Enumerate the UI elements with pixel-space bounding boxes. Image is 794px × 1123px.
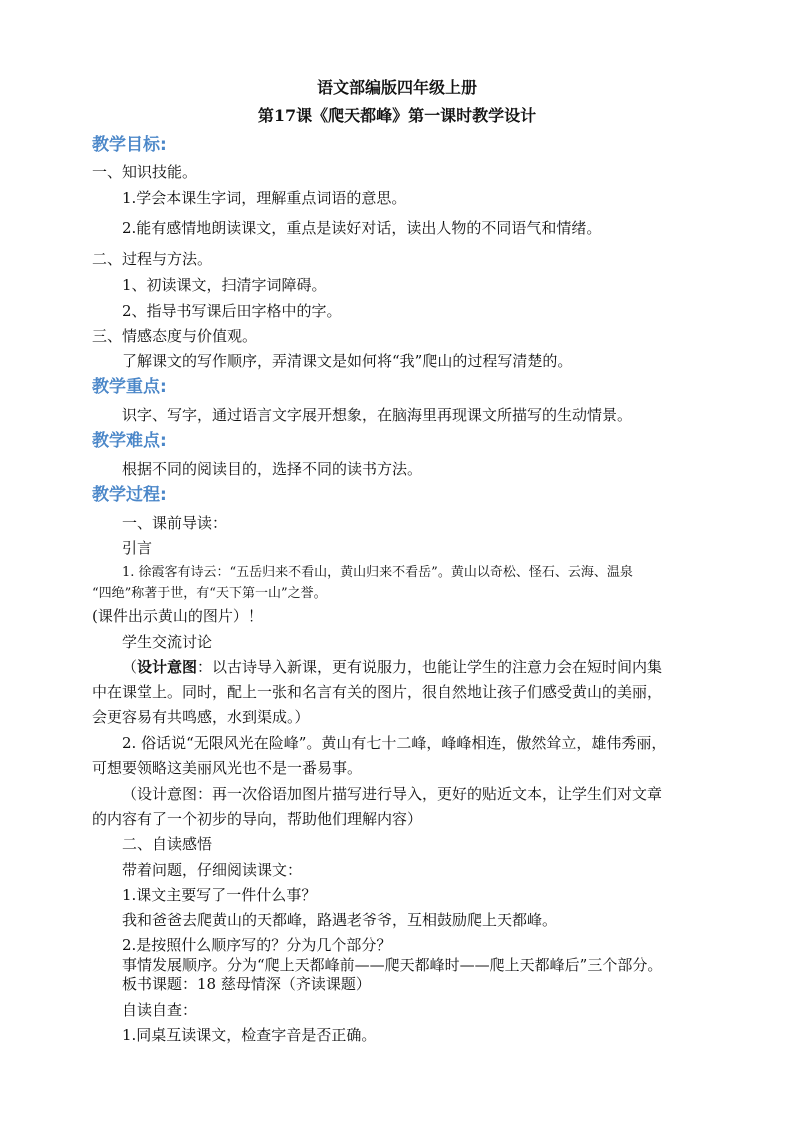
process-paragraph-2-cont: 可想要领略这美丽风光也不是一番易事。: [92, 759, 363, 777]
goal-knowledge-title: 一、知识技能。: [92, 163, 198, 181]
question-2: 2.是按照什么顺序写的？分为几个部分？: [122, 936, 392, 954]
answer-1: 我和爸爸去爬黄山的天都峰，路遇老爷爷，互相鼓励爬上天都峰。: [122, 911, 558, 929]
section-heading-goals: 教学目标:: [92, 135, 167, 155]
goal-knowledge-item: 2.能有感情地朗读课文，重点是读好对话，读出人物的不同语气和情绪。: [122, 219, 602, 237]
process-paragraph-1: 1. 徐霞客有诗云：“五岳归来不看山，黄山归来不看岳”。黄山以奇松、怪石、云海、温泉: [122, 565, 633, 580]
document-title: 语文部编版四年级上册: [316, 78, 477, 97]
design-intent-1-label: 设计意图: [137, 658, 198, 676]
goal-process-item: 1、初读课文，扫清字词障碍。: [122, 276, 327, 294]
design-intent-1-end: 会更容易有共鸣感，水到渠成。）: [92, 708, 310, 726]
design-intent-2-cont: 的内容有了一个初步的导向，帮助他们理解内容）: [92, 810, 423, 828]
process-slide-note: (课件出示黄山的图片）！: [92, 607, 263, 625]
process-step-1: 一、课前导读：: [122, 514, 228, 532]
process-discussion: 学生交流讨论: [122, 633, 213, 651]
goal-knowledge-item: 1.学会本课生字词，理解重点词语的意思。: [122, 189, 407, 207]
process-paragraph-2: 2. 俗话说“无限风光在险峰”。黄山有七十二峰，峰峰相连，傲然耸立，雄伟秀丽，: [122, 734, 667, 752]
questions-intro: 带着问题，仔细阅读课文：: [122, 861, 303, 879]
board-title: 板书课题：18 慈母情深（齐读课题）: [122, 975, 371, 993]
design-intent-2: （设计意图：再一次俗语加图片描写进行导入，更好的贴近文本，让学生们对文章: [122, 785, 663, 803]
process-intro: 引言: [122, 539, 153, 557]
key-text: 识字、写字，通过语言文字展开想象，在脑海里再现课文所描写的生动情景。: [122, 406, 633, 424]
goal-process-title: 二、过程与方法。: [92, 250, 213, 268]
process-step-2: 二、自读感悟: [122, 835, 213, 853]
answer-2: 事情发展顺序。分为“爬上天都峰前——爬天都峰时——爬上天都峰后”三个部分。: [122, 956, 663, 974]
goal-emotion-text: 了解课文的写作顺序，弄清课文是如何将“我”爬山的过程写清楚的。: [122, 352, 573, 370]
goal-process-item: 2、指导书写课后田字格中的字。: [122, 302, 342, 320]
section-heading-difficulty: 教学难点:: [92, 431, 167, 451]
self-check-title: 自读自查：: [122, 1001, 198, 1019]
section-heading-process: 教学过程:: [92, 485, 167, 505]
section-heading-key: 教学重点:: [92, 377, 167, 397]
self-check-item: 1.同桌互读课文，检查字音是否正确。: [122, 1026, 377, 1044]
design-intent-1-open: （: [122, 658, 138, 676]
design-intent-1-cont: 中在课堂上。同时，配上一张和名言有关的图片，很自然地让孩子们感受黄山的美丽，: [92, 683, 663, 701]
goal-emotion-title: 三、情感态度与价值观。: [92, 327, 258, 345]
design-intent-1: [122, 657, 662, 677]
process-paragraph-1-cont: “四绝”称著于世，有“天下第一山”之誉。: [92, 586, 327, 601]
document-subtitle: 第17课《爬天都峰》第一课时教学设计: [257, 106, 537, 125]
difficulty-text: 根据不同的阅读目的，选择不同的读书方法。: [122, 460, 423, 478]
question-1: 1.课文主要写了一件什么事？: [122, 886, 317, 904]
design-intent-1-text: ：以古诗导入新课，更有说服力，也能让学生的注意力会在短时间内集: [197, 658, 663, 676]
